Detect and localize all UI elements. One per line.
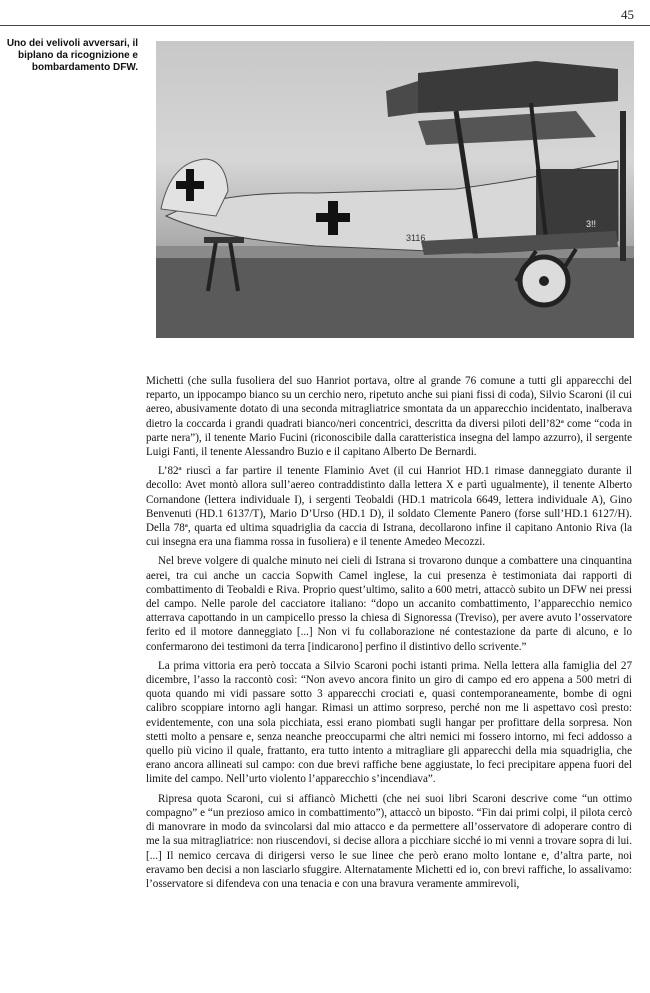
paragraph: Ripresa quota Scaroni, cui si affiancò Michetti (che nei suoi libri Scaroni descrive come “un ottimo compagno” e “un prezioso amico in combattimento”), attaccò un biposto. “Fin dai primi colpi, il pilota cercò di manovrare in modo da svincolarsi dal mio attacco e da permettere all’osservatore di adoperare contro di me la sua mitragliatrice: non riuscendovi, si decise allora a picchiare sicché io mi venni a trovare sopra di lui. [...] Il nemico cercava di dirigersi verso le sue linee che però erano molto lontane e, d’altra parte, noi eravamo ben decisi a non lasciarlo sfuggire. Alternatamente Michetti ed io, con brevi raffiche, lo assalivamo: l’osservatore si difendeva con una tenacia e con una bravura veramente ammirevoli,: [146, 792, 632, 890]
biplane-photo: [156, 41, 634, 338]
fuselage-tail-code: 3!!: [586, 219, 597, 229]
figure-caption: Uno dei velivoli avversari, il biplano da ricognizione e bombardamento DFW.: [6, 38, 138, 73]
paragraph: Michetti (che sulla fusoliera del suo Hanriot portava, oltre al grande 76 comune a tutti gli apparecchi del reparto, un ippocampo bianco su un cerchio nero, ripetuto anche sui piani fissi di coda), Silvio Scaroni (il cui aereo, abusivamente dotato di una seconda mitragliatrice smontata da un apparecchio incidentato, inalberava dietro la coccarda i grandi quadrati bianco/neri concentrici, descritta da diversi piloti dell’82ª come “coda in parte nera”), il tenente Mario Fucini (riconoscibile dalla caratteristica insegna del lampo azzurro), il sergente Luigi Fanti, il tenente Alessandro Buzio e il capitano Alberto De Bernardi.: [146, 375, 632, 459]
article-body: [146, 374, 632, 891]
paragraph: Nel breve volgere di qualche minuto nei cieli di Istrana si trovarono dunque a combattere una cinquantina aerei, tra cui anche un caccia Sopwith Camel inglese, la cui presenza è testimoniata dai rapporti di combattimento di Teobaldi e Riva. Proprio quest’ultimo, salito a 600 metri, attaccò subito un DFW nei pressi del campo. Nelle parole del cacciatore italiano: “dopo un accanito combattimento, l’apparecchio nemico atterrava capottando in un campicello presso la chiesa di Signoressa (Treviso), per avere avuto l’osservatore ferito ed il motore danneggiato [...] Non vi fu collaborazione né contestazione da parte di alcuno, e lo confermarono dei testimoni da terra [indicarono] perfino il distintivo dello scrivente.”: [146, 555, 632, 653]
paragraph: L’82ª riuscì a far partire il tenente Flaminio Avet (il cui Hanriot HD.1 rimase danneggiato durante il decollo: Avet montò allora sull’aereo contraddistinto dalla lettera X e partì ugualmente), il tenente Alberto Cornandone (lettera individuale I), i sergenti Teobaldi (HD.1 matricola 6649, lettera individuale A), Gino Benvenuti (HD.1 6137/T), Mario D’Urso (HD.1 D), il soldato Clemente Panero (forse sull’HD.1 6127/H). Della 78ª, quarta ed ultima squadriglia da caccia di Istrana, decollarono infine il capitano Antonio Riva (la cui insegna era una fiamma rossa in fusoliera) e il tenente Amedeo Mecozzi.: [146, 465, 632, 549]
header-rule: [0, 25, 650, 26]
fuselage-serial: 3116: [406, 233, 426, 243]
page-number: 45: [621, 7, 634, 22]
paragraph: La prima vittoria era però toccata a Silvio Scaroni pochi istanti prima. Nella lettera alla famiglia del 27 dicembre, l’asso la raccontò così: “Non avevo ancora finito un giro di campo ed ero appena a 500 metri di quota quando mi vidi passare sotto 3 apparecchi crociati e, quasi contemporaneamente, bombe di ogni calibro scoppiare intorno agli hangar. Rimasi un attimo sorpreso, perché non me li aspettavo così presto: evidentemente, con una sola picchiata, essi erano piombati sugli hangar per profittare della sorpresa. Non stetti molto a pensare e, senza neanche preoccuparmi che altri nemici mi fossero intorno, mi feci addosso a quello più vicino il quale, frattanto, era tutto intento a mitragliare gli apparecchi della mia squadriglia, che erano ancora allineati sul campo: con due brevi raffiche bene aggiustate, lo feci precipitare appena fuori del limite del campo. Nell’urto violento l’apparecchio s’incendiava”.: [146, 659, 632, 786]
